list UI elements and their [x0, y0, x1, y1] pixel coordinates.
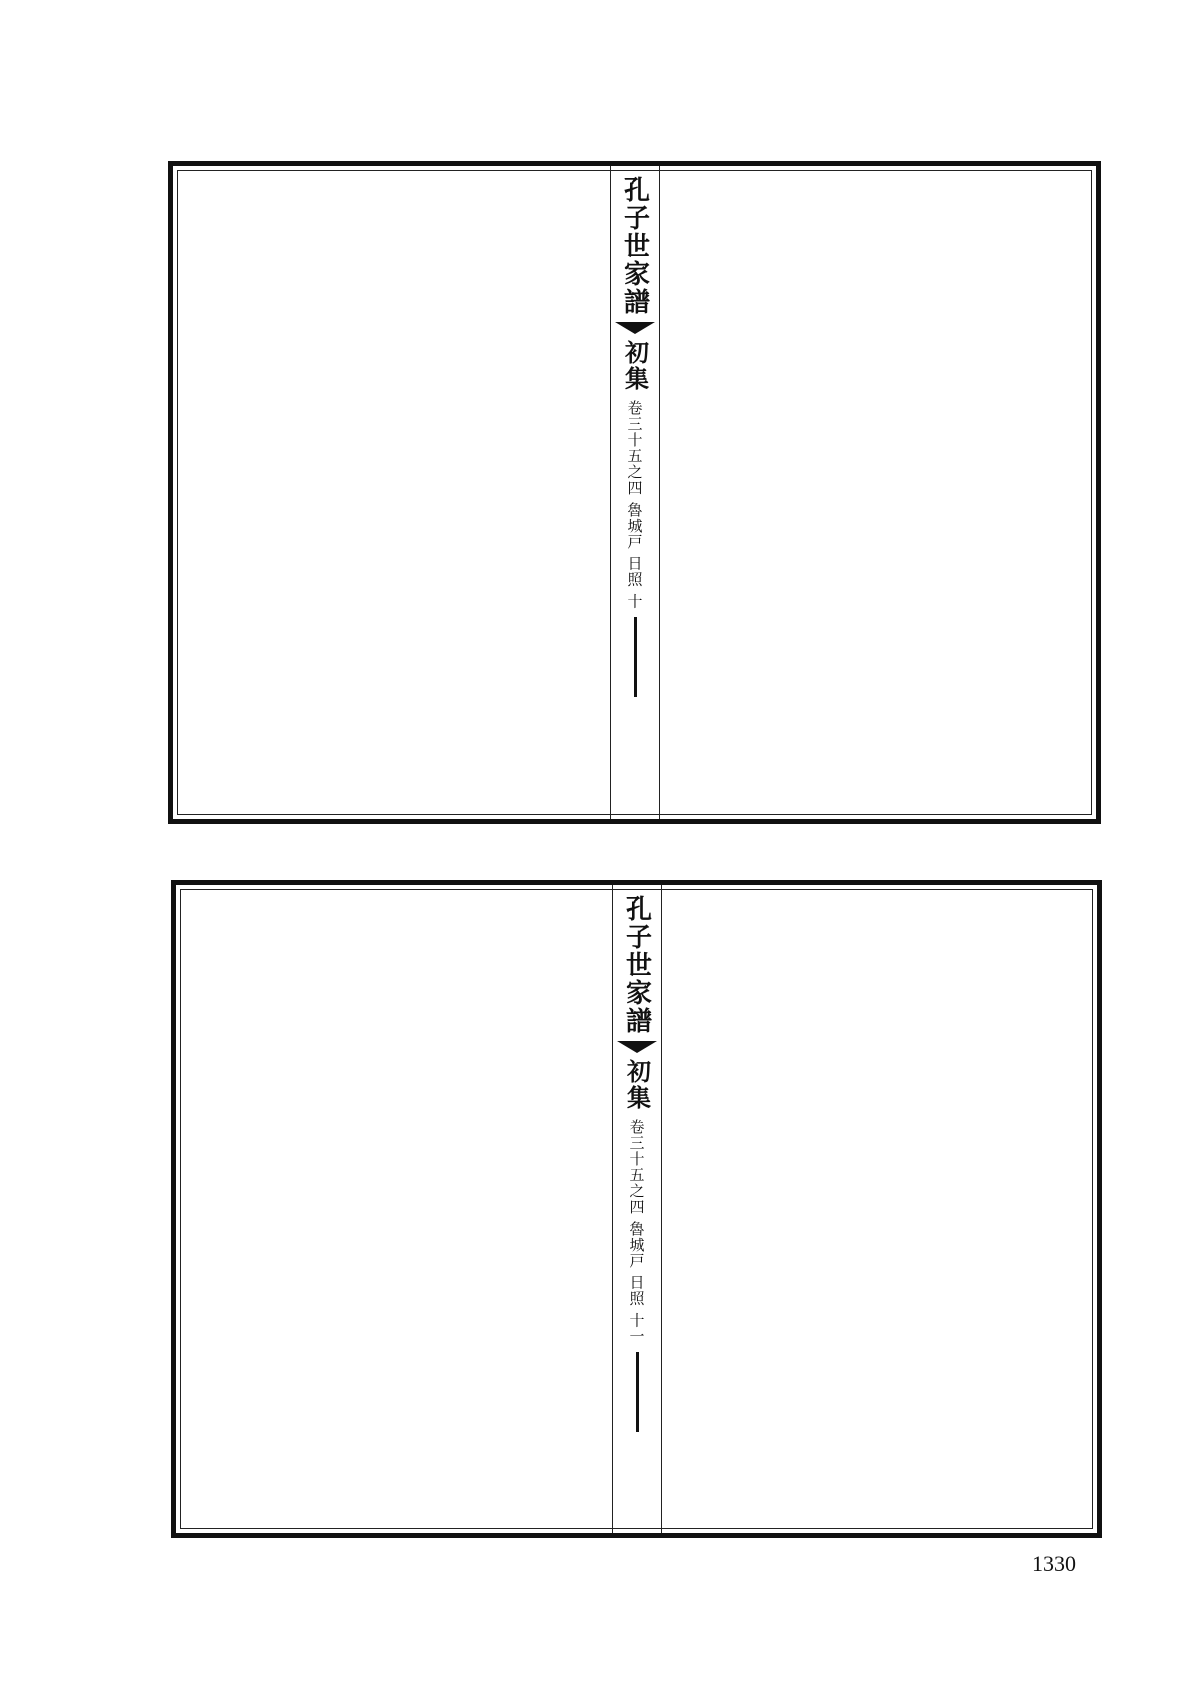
volume-caption: 卷三十五之四 魯城戸 日照 十: [625, 400, 644, 610]
page-frame-top: [168, 161, 1101, 824]
fish-tail-mark-icon: [617, 1041, 657, 1053]
center-header-column: [612, 885, 662, 1533]
header-rule: [636, 1352, 639, 1432]
series-label: 初集: [620, 340, 650, 392]
fish-tail-mark-icon: [615, 322, 655, 334]
volume-caption: 卷三十五之四 魯城戸 日照 十一: [627, 1119, 646, 1345]
center-header-column: [610, 166, 660, 819]
book-title: 孔子世家譜: [619, 176, 650, 316]
header-rule: [634, 617, 637, 697]
series-label: 初集: [622, 1059, 652, 1111]
page-frame-bottom: [171, 880, 1102, 1538]
book-title: 孔子世家譜: [621, 895, 652, 1035]
page-number: 1330: [1032, 1551, 1076, 1576]
